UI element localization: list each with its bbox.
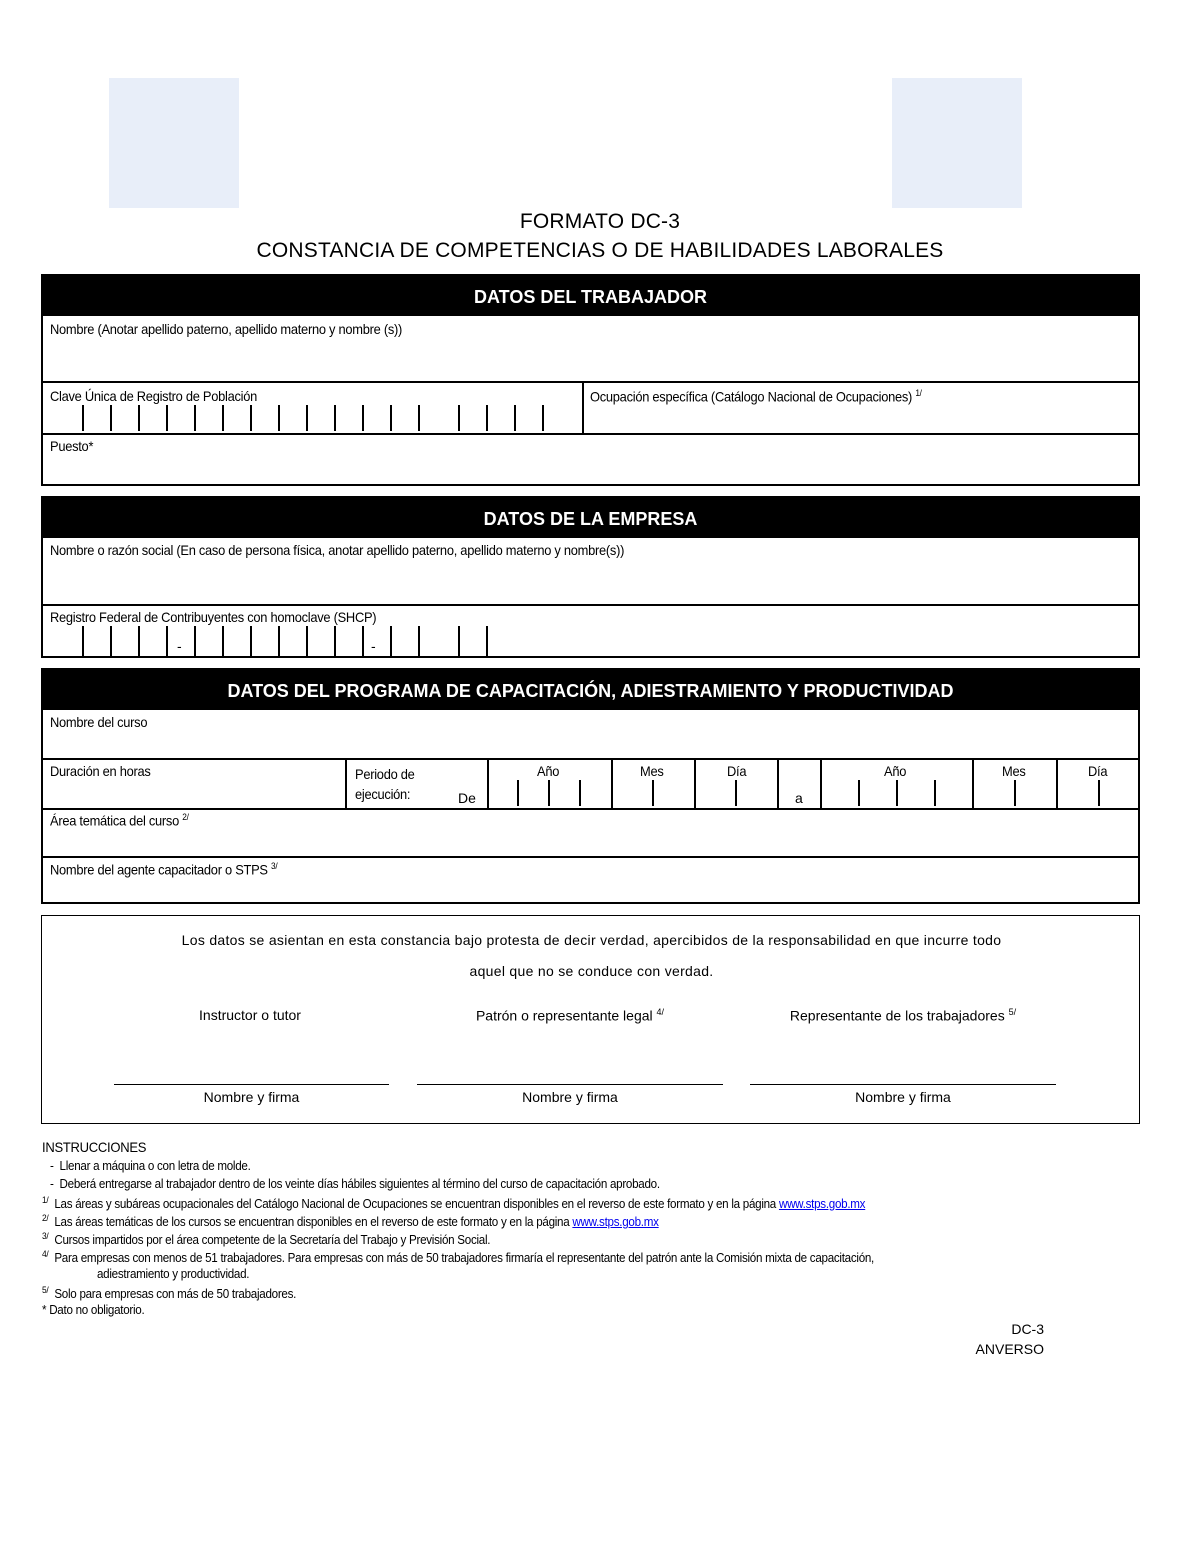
patron-signature-line	[417, 1084, 723, 1085]
footer-side: ANVERSO	[975, 1341, 1044, 1357]
curp-label: Clave Única de Registro de Población	[50, 388, 257, 404]
footer-code: DC-3	[1011, 1321, 1044, 1337]
instruccion-item: $^{2/}$ Las áreas temáticas de los cursos se encuentran disponibles en el reverso de este formato y en la página www.stps.gob.mx	[42, 1213, 659, 1230]
signature-box	[41, 915, 1140, 1124]
patron-signature-area[interactable]	[417, 1034, 723, 1084]
instruccion-item: - Llenar a máquina o con letra de molde.	[50, 1159, 251, 1173]
patron-label: Patrón o representante legal $^{4/}$	[475, 1007, 665, 1024]
section-programa	[41, 668, 1140, 904]
fecha-inicio-dia[interactable]: Día	[696, 760, 777, 808]
curso-field[interactable]	[45, 730, 1135, 756]
rfc-field[interactable]: - -	[43, 626, 503, 656]
logo-left-placeholder	[109, 78, 239, 208]
logo-right-placeholder	[892, 78, 1022, 208]
rfc-row	[43, 604, 1138, 658]
instructor-signature-area[interactable]	[114, 1034, 389, 1084]
agente-field[interactable]	[45, 876, 1135, 902]
periodo-label-1: Periodo de	[355, 766, 415, 782]
duracion-field[interactable]	[45, 780, 340, 808]
dato-no-obligatorio-note: * Dato no obligatorio.	[42, 1303, 145, 1317]
instruccion-item: $^{1/}$ Las áreas y subáreas ocupacionales del Catálogo Nacional de Ocupaciones se encuentran disponibles en el reverso de este formato y en la página www.stps.gob.mx	[42, 1195, 866, 1212]
patron-nombre-firma: Nombre y firma	[522, 1089, 618, 1105]
de-label: De	[458, 790, 476, 806]
representante-nombre-firma: Nombre y firma	[855, 1089, 951, 1105]
stps-link[interactable]: www.stps.gob.mx	[778, 1197, 866, 1212]
form-subtitle: CONSTANCIA DE COMPETENCIAS O DE HABILIDADES LABORALES	[256, 239, 944, 262]
declaracion-line-2: aquel que no se conduce con verdad.	[469, 963, 714, 979]
section-heading: DATOS DEL PROGRAMA DE CAPACITACIÓN, ADIESTRAMIENTO Y PRODUCTIVIDAD	[43, 670, 1138, 710]
agente-row	[43, 856, 1138, 904]
instruccion-item: - Deberá entregarse al trabajador dentro de los veinte días hábiles siguientes al término del curso de capacitación aprobado.	[50, 1177, 660, 1191]
fecha-fin-mes[interactable]: Mes	[974, 760, 1056, 808]
puesto-label: Puesto*	[50, 438, 94, 454]
section-heading: DATOS DE LA EMPRESA	[43, 498, 1138, 538]
section-empresa	[41, 496, 1140, 658]
instruccion-item: $^{4/}$ Para empresas con menos de 51 trabajadores. Para empresas con más de 50 trabajadores firmaría el representante del patrón ante la Comisión mixta de capacitación,	[42, 1249, 875, 1266]
section-trabajador	[41, 274, 1140, 486]
duracion-label: Duración en horas	[50, 763, 151, 779]
declaracion-line-1: Los datos se asientan en esta constancia bajo protesta de decir verdad, apercibidos de la responsabilidad en que incurre todo	[181, 932, 1002, 948]
puesto-field[interactable]	[45, 455, 1135, 483]
representante-signature-area[interactable]	[750, 1034, 1056, 1084]
representante-label: Representante de los trabajadores $^{5/}$	[789, 1007, 1017, 1024]
area-row	[43, 808, 1138, 858]
instruccion-item: $^{3/}$ Cursos impartidos por el área competente de la Secretaría del Trabajo y Previsión Social.	[42, 1231, 491, 1248]
rfc-label: Registro Federal de Contribuyentes con homoclave (SHCP)	[50, 609, 377, 625]
stps-link[interactable]: www.stps.gob.mx	[572, 1215, 659, 1230]
area-label: Área temática del curso $^{2/}$	[50, 812, 189, 829]
instruccion-item: adiestramiento y productividad.	[97, 1267, 250, 1281]
form-title: FORMATO DC-3	[519, 210, 681, 233]
duracion-row	[43, 758, 1138, 810]
periodo-label-2: ejecución:	[355, 786, 411, 802]
representante-signature-line	[750, 1084, 1056, 1085]
ocupacion-label: Ocupación específica (Catálogo Nacional de Ocupaciones) $^{1/}$	[590, 388, 922, 405]
ocupacion-field[interactable]	[588, 405, 1133, 433]
razon-social-label: Nombre o razón social (En caso de persona física, anotar apellido paterno, apellido materno y nombre(s))	[50, 542, 625, 558]
instruccion-item: $^{5/}$ Solo para empresas con más de 50 trabajadores.	[42, 1285, 297, 1302]
a-label: a	[795, 790, 803, 806]
fecha-inicio-anio[interactable]: Año	[489, 760, 611, 808]
razon-social-field[interactable]	[45, 560, 1135, 600]
puesto-row	[43, 433, 1138, 486]
section-heading: DATOS DEL TRABAJADOR	[43, 276, 1138, 316]
instructor-label: Instructor o tutor	[199, 1007, 301, 1023]
fecha-inicio-mes[interactable]: Mes	[613, 760, 694, 808]
curp-field[interactable]	[43, 405, 583, 433]
instructor-signature-line	[114, 1084, 389, 1085]
fecha-fin-anio[interactable]: Año	[822, 760, 972, 808]
fecha-fin-dia[interactable]: Día	[1058, 760, 1138, 808]
instrucciones-heading: INSTRUCCIONES	[42, 1139, 147, 1155]
nombre-trabajador-label: Nombre (Anotar apellido paterno, apellido materno y nombre (s))	[50, 321, 403, 337]
nombre-trabajador-field[interactable]	[45, 338, 1135, 378]
instructor-nombre-firma: Nombre y firma	[203, 1089, 300, 1105]
agente-label: Nombre del agente capacitador o STPS $^{3/}$	[50, 861, 278, 878]
area-field[interactable]	[45, 828, 1135, 856]
curso-label: Nombre del curso	[50, 714, 148, 730]
curp-row	[43, 381, 1138, 435]
